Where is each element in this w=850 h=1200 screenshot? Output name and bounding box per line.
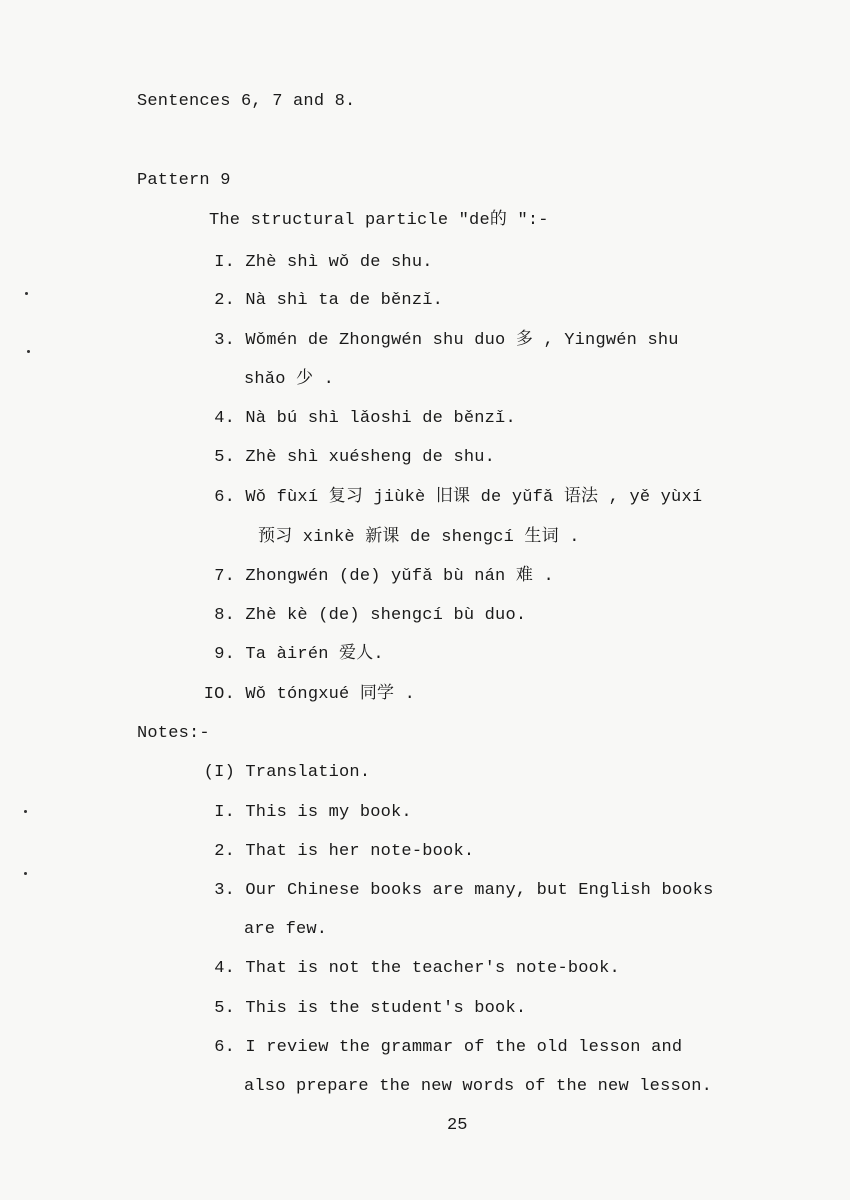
translation-number: 3. — [214, 881, 235, 900]
translation-line — [209, 802, 412, 824]
sentence-number: I. — [214, 253, 235, 272]
sentence-text: Zhè shì wǒ de shu. — [245, 253, 433, 272]
translation-text: This is my book. — [245, 803, 412, 822]
sentence-number: 5. — [214, 448, 235, 467]
sentence-text: Zhè kè (de) shengcí bù duo. — [245, 606, 527, 625]
translation-heading — [199, 762, 370, 784]
translation-line — [209, 1037, 682, 1059]
margin-speck — [24, 872, 27, 875]
notes-title: Notes:- — [137, 724, 210, 743]
sentence-text: Zhè shì xuésheng de shu. — [245, 448, 496, 467]
sentence-continuation: 预习 xinkè 新课 de shengcí 生词 . — [258, 528, 580, 547]
sentence-number: 2. — [214, 291, 235, 310]
sentence-line — [209, 408, 516, 430]
sentence-line — [209, 290, 443, 312]
sentence-line — [199, 684, 415, 706]
sentence-number: IO. — [203, 685, 235, 704]
translation-line — [209, 958, 620, 980]
page-number: 25 — [447, 1116, 468, 1135]
sentence-number: 8. — [214, 606, 235, 625]
sentence-text: Wǒ tóngxué 同学 . — [245, 685, 416, 704]
sentence-text: Ta àirén 爱人. — [245, 645, 384, 664]
translation-heading-text: Translation. — [245, 763, 371, 782]
sentences-heading: Sentences 6, 7 and 8. — [137, 92, 356, 111]
sentence-number: 9. — [214, 645, 235, 664]
margin-speck — [24, 810, 27, 813]
translation-number: 2. — [214, 842, 235, 861]
translation-text: I review the grammar of the old lesson and — [245, 1038, 683, 1057]
translation-text: That is her note-book. — [245, 842, 475, 861]
sentence-text: Zhongwén (de) yǔfǎ bù nán 难 . — [245, 567, 554, 586]
sentence-line — [209, 252, 433, 274]
translation-line — [209, 841, 474, 863]
translation-line — [209, 880, 713, 902]
sentence-text: Nà bú shì lǎoshi de běnzǐ. — [245, 409, 516, 428]
sentence-continuation: shǎo 少 . — [244, 370, 335, 389]
translation-text: This is the student's book. — [245, 999, 527, 1018]
translation-text: Our Chinese books are many, but English books — [245, 881, 714, 900]
sentence-number: 7. — [214, 567, 235, 586]
sentence-text: Wǒ fùxí 复习 jiùkè 旧课 de yǔfǎ 语法 , yě yùxí — [245, 488, 703, 507]
translation-number: 6. — [214, 1038, 235, 1057]
sentence-number: 6. — [214, 488, 235, 507]
translation-number: I. — [214, 803, 235, 822]
sentence-number: 4. — [214, 409, 235, 428]
sentence-line — [209, 330, 679, 352]
pattern-subtitle: The structural particle "de的 ":- — [209, 211, 549, 230]
pattern-title: Pattern 9 — [137, 171, 231, 190]
margin-speck — [27, 350, 30, 353]
translation-number: 5. — [214, 999, 235, 1018]
translation-continuation: also prepare the new words of the new lesson. — [244, 1077, 713, 1096]
sentence-text: Nà shì ta de běnzǐ. — [245, 291, 444, 310]
margin-speck — [25, 292, 28, 295]
translation-text: That is not the teacher's note-book. — [245, 959, 620, 978]
sentence-text: Wǒmén de Zhongwén shu duo 多 , Yingwén shu — [245, 331, 679, 350]
sentence-line — [209, 447, 495, 469]
sentence-number: 3. — [214, 331, 235, 350]
sentence-line — [209, 566, 554, 588]
translation-heading-number: (I) — [203, 763, 235, 782]
sentence-line — [209, 644, 384, 666]
translation-number: 4. — [214, 959, 235, 978]
sentence-line — [209, 487, 702, 509]
sentence-line — [209, 605, 526, 627]
translation-line — [209, 998, 526, 1020]
translation-continuation: are few. — [244, 920, 328, 939]
